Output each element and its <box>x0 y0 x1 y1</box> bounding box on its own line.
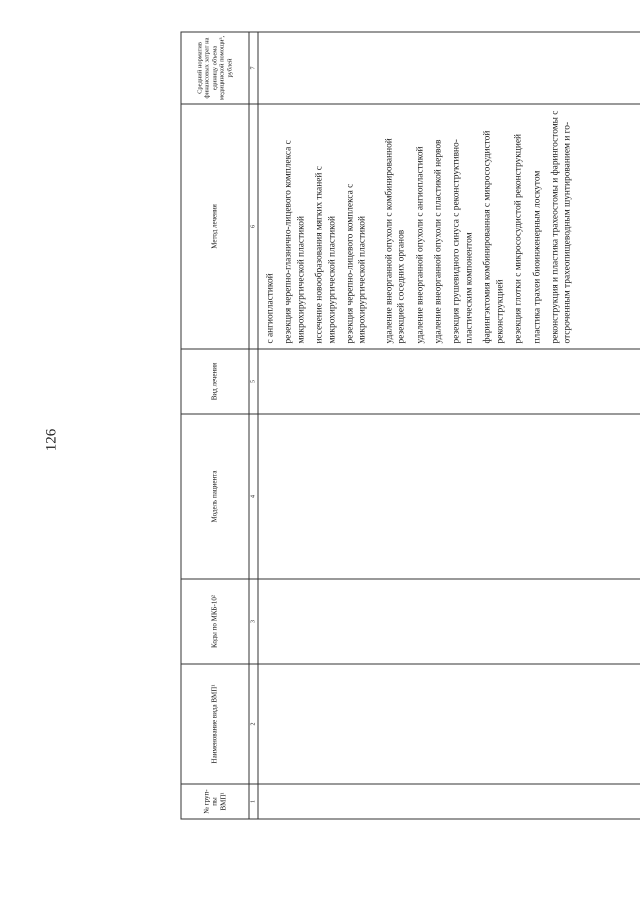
treatment-table-rotated <box>180 32 640 819</box>
header-patient-model: Модель пациента <box>181 414 249 579</box>
treatment-method-item: иссечение новообразования мягких тканей с микрохирургической пластикой <box>314 165 337 343</box>
column-number-row <box>249 32 258 819</box>
treatment-table <box>180 31 640 819</box>
header-cost-norm: Средний норматив финансовых затрат на единицу объема медицинской помощи³, рублей <box>181 32 249 104</box>
treatment-method-item: резекция грушевидного синуса с реконструктивно-пластическим компонентом <box>451 138 474 343</box>
icd-codes-cell <box>258 579 640 664</box>
treatment-method-cell <box>258 104 640 349</box>
header-treatment-type: Вид лечения <box>181 349 249 414</box>
column-number: 5 <box>249 349 258 414</box>
column-number: 7 <box>249 32 258 104</box>
treatment-method-item: удаление внеорганной опухоли с комбинированной резекцией соседних органов <box>383 137 407 343</box>
page-number: 126 <box>43 428 60 452</box>
treatment-method-item: резекция черепно-лицевого комплекса с микрохирургической пластикой <box>345 183 368 343</box>
table-row <box>258 32 640 819</box>
cost-norm-cell <box>258 32 640 104</box>
column-number: 3 <box>249 579 258 664</box>
column-number: 1 <box>249 784 258 819</box>
treatment-method-item: с ангиопластикой <box>265 272 275 343</box>
header-row <box>181 32 249 819</box>
treatment-method-item: резекция черепно-глазнично-лицевого комплекса с микрохирургической пластикой <box>283 139 306 343</box>
treatment-method-item: резекция глотки с микрососудистой реконструкцией <box>513 133 524 343</box>
treatment-method-item: реконструкция и пластика трахеостомы и фарингостомы с отсроченным трахеопищеводным шунтированием и го- <box>549 110 573 343</box>
header-icd-codes: Коды по МКБ-10² <box>181 579 249 664</box>
treatment-method-item: удаление внеорганной опухоли с пластикой нервов <box>433 139 444 343</box>
column-number: 2 <box>249 664 258 784</box>
header-vmp-name: Наименование вида ВМП¹ <box>181 664 249 784</box>
group-number-cell <box>258 784 640 819</box>
patient-model-cell <box>258 414 640 579</box>
column-number: 4 <box>249 414 258 579</box>
treatment-type-cell <box>258 349 640 414</box>
header-group-number: № груп-пы ВМП¹ <box>181 784 249 819</box>
treatment-method-item: пластика трахеи биоинженерным лоскутом <box>531 170 542 343</box>
treatment-method-item: удаление внеорганной опухоли с ангиопластикой <box>414 145 425 343</box>
vmp-name-cell <box>258 664 640 784</box>
treatment-method-item: фарингэктомия комбинированная с микрососудистой реконструкцией <box>482 130 505 343</box>
column-number: 6 <box>249 104 258 349</box>
header-treatment-method: Метод лечения <box>181 104 249 349</box>
